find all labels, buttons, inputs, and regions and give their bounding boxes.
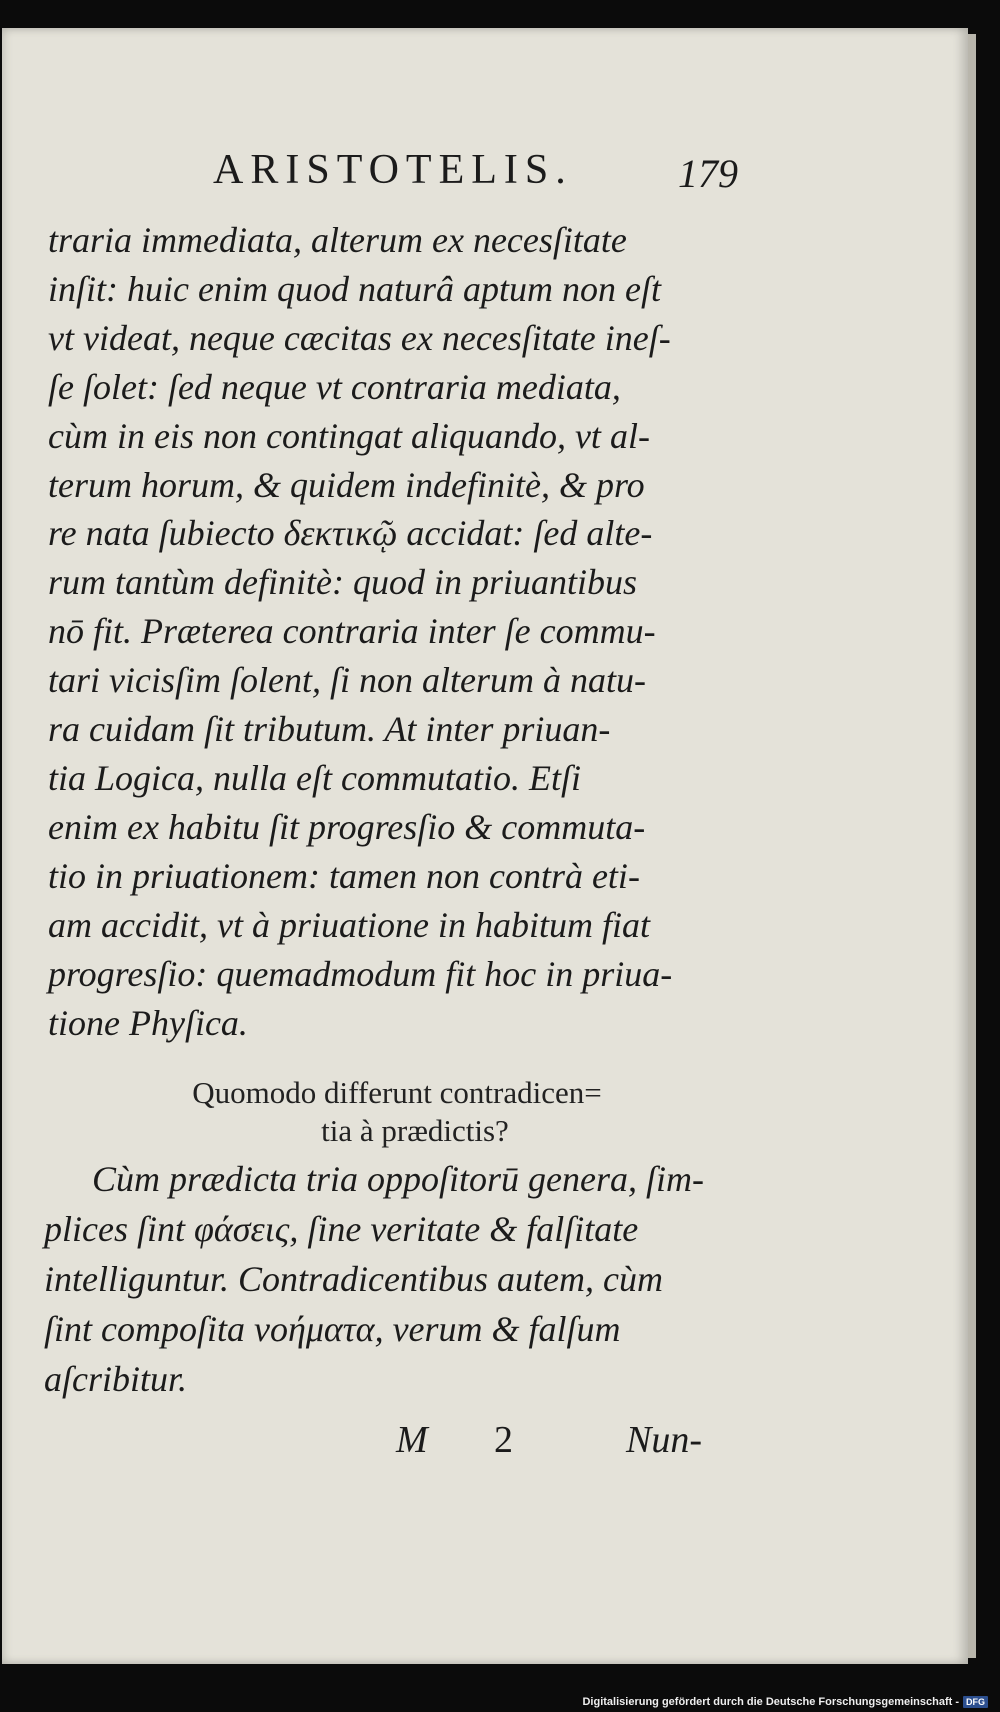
- text-line: re nata ſubiecto δεκτικῷ accidat: ſed alte-: [48, 513, 653, 554]
- page-header: [0, 146, 1000, 206]
- text-line: plices ſint φάσεις, ſine veritate & falſitate: [44, 1209, 639, 1249]
- text-line: rum tantùm definitè: quod in priuantibus: [48, 562, 637, 603]
- digitization-credit: [582, 1696, 988, 1708]
- text-line: ra cuidam ſit tributum. At inter priuan-: [48, 709, 611, 750]
- signature-number: 2: [494, 1419, 513, 1461]
- signature-mark: M: [396, 1419, 428, 1461]
- second-paragraph: [44, 1154, 764, 1404]
- page-edge: [968, 34, 976, 1658]
- page-number: 179: [678, 151, 738, 196]
- text-line: inſit: huic enim quod naturâ aptum non eſt: [48, 268, 661, 309]
- section-heading: [0, 1074, 794, 1150]
- text-line: aſcribitur.: [44, 1359, 188, 1399]
- text-line: intelliguntur. Contradicentibus autem, cùm: [44, 1259, 663, 1299]
- text-line: tio in priuationem: tamen non contrà eti-: [48, 855, 640, 896]
- main-text-block: [48, 216, 748, 1047]
- text-line: tione Phyſica.: [48, 1002, 248, 1043]
- text-line: traria immediata, alterum ex necesſitate: [48, 220, 627, 260]
- catchword: Nun-: [626, 1419, 702, 1461]
- text-line: tari vicisſim ſolent, ſi non alterum à natu-: [48, 660, 646, 701]
- text-line: nō fit. Præterea contraria inter ſe commu-: [48, 611, 656, 652]
- digitization-credit-text: Digitalisierung gefördert durch die Deutsche Forschungsgemeinschaft -: [582, 1696, 959, 1708]
- text-line: am accidit, vt à priuatione in habitum fiat: [48, 904, 650, 945]
- text-line: vt videat, neque cæcitas ex necesſitate ineſ-: [48, 317, 671, 358]
- running-title: ARISTOTELIS.: [213, 147, 573, 193]
- text-line: Cùm prædicta tria oppoſitorū genera, ſim-: [92, 1159, 704, 1199]
- text-line: cùm in eis non contingat aliquando, vt al-: [48, 415, 650, 456]
- text-line: enim ex habitu ſit progresſio & commuta-: [48, 806, 646, 847]
- heading-line: tia à prædictis?: [321, 1113, 509, 1148]
- dfg-logo: DFG: [963, 1696, 988, 1708]
- text-line: progresſio: quemadmodum fit hoc in priua-: [48, 953, 673, 994]
- page-footer: [0, 1418, 1000, 1468]
- text-line: terum horum, & quidem indefinitè, & pro: [48, 464, 645, 505]
- heading-line: Quomodo differunt contradicen=: [192, 1075, 602, 1110]
- text-line: ſe ſolet: ſed neque vt contraria mediata,: [48, 366, 621, 407]
- text-line: tia Logica, nulla eſt commutatio. Etſi: [48, 757, 581, 798]
- text-line: ſint compoſita νοήματα, verum & falſum: [44, 1309, 621, 1349]
